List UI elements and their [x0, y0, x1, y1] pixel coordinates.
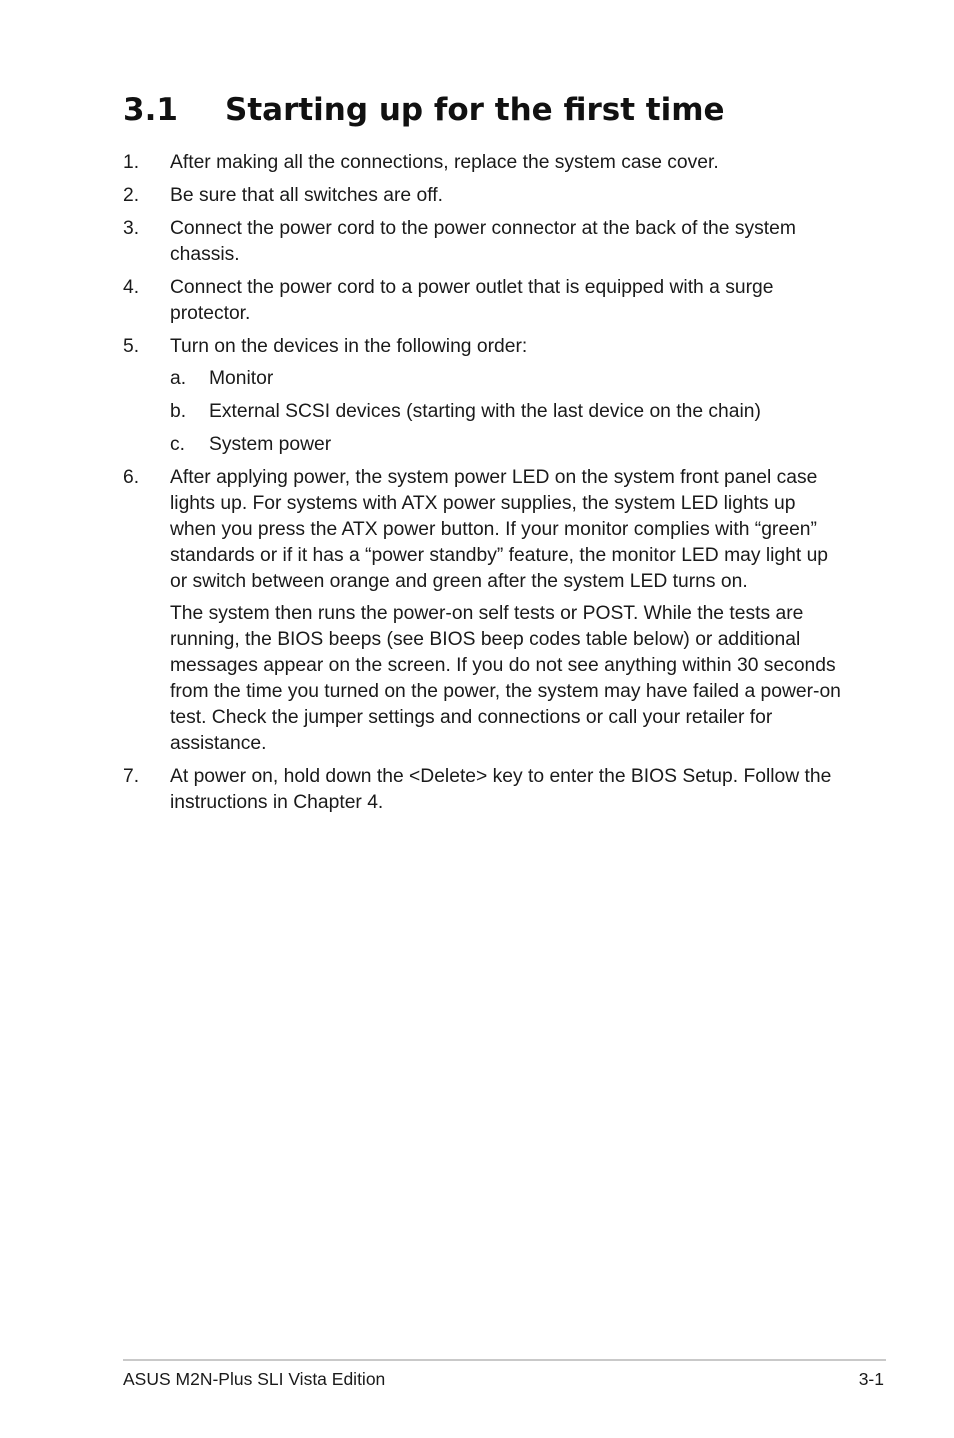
substep-item: [170, 432, 843, 458]
device-order-list: [170, 366, 843, 458]
step-text: Be sure that all switches are off.: [170, 185, 443, 206]
step-text: Connect the power cord to a power outlet that is equipped with a surge protector.: [170, 277, 774, 324]
step-text: After applying power, the system power LED on the system front panel case lights up. For systems with ATX power supplies, the system LED lights up when you press the ATX power button. If your monitor complies with “green” standards or if it has a “power standby” feature, the monitor LED may light up or switch between orange and green after the system LED turns on.: [170, 467, 829, 592]
footer-divider: [123, 1359, 886, 1361]
step-number: 7.: [123, 766, 140, 787]
footer-product-name: ASUS M2N-Plus SLI Vista Edition: [123, 1369, 386, 1389]
section-number: 3.1: [123, 92, 178, 128]
step-number: 1.: [123, 152, 140, 173]
substep-text: Monitor: [209, 368, 274, 389]
step-text: Connect the power cord to the power connector at the back of the system chassis.: [170, 218, 796, 265]
substep-letter: b.: [170, 401, 187, 422]
step-item: [123, 334, 843, 458]
step-number: 4.: [123, 277, 140, 298]
step-number: 2.: [123, 185, 140, 206]
step-continuation-text: The system then runs the power-on self tests or POST. While the tests are running, the BIOS beeps (see BIOS beep codes table below) or additional messages appear on the screen. If you do not see anything within 30 seconds from the time you turned on the power, the system may have failed a power-on test. Check the jumper settings and connections or call your retailer for assistance.: [170, 603, 841, 754]
substep-text: System power: [209, 434, 332, 455]
step-item: [123, 275, 843, 327]
step-number: 5.: [123, 336, 140, 357]
substep-item: [170, 366, 843, 392]
step-item: [123, 150, 843, 176]
substep-letter: c.: [170, 434, 185, 455]
substep-letter: a.: [170, 368, 187, 389]
substep-item: [170, 399, 843, 425]
step-text: Turn on the devices in the following order:: [170, 336, 528, 357]
step-number: 3.: [123, 218, 140, 239]
step-text: At power on, hold down the <Delete> key to enter the BIOS Setup. Follow the instructions in Chapter 4.: [170, 766, 832, 813]
section-heading: [123, 90, 725, 130]
section-title: Starting up for the first time: [225, 92, 725, 128]
step-number: 6.: [123, 467, 140, 488]
startup-steps-list: [123, 150, 843, 823]
step-item: [123, 216, 843, 268]
footer-page-number: 3-1: [858, 1369, 884, 1389]
step-item: [123, 183, 843, 209]
step-text: After making all the connections, replace the system case cover.: [170, 152, 719, 173]
substep-text: External SCSI devices (starting with the last device on the chain): [209, 401, 761, 422]
step-item: [123, 465, 843, 757]
step-item: [123, 764, 843, 816]
